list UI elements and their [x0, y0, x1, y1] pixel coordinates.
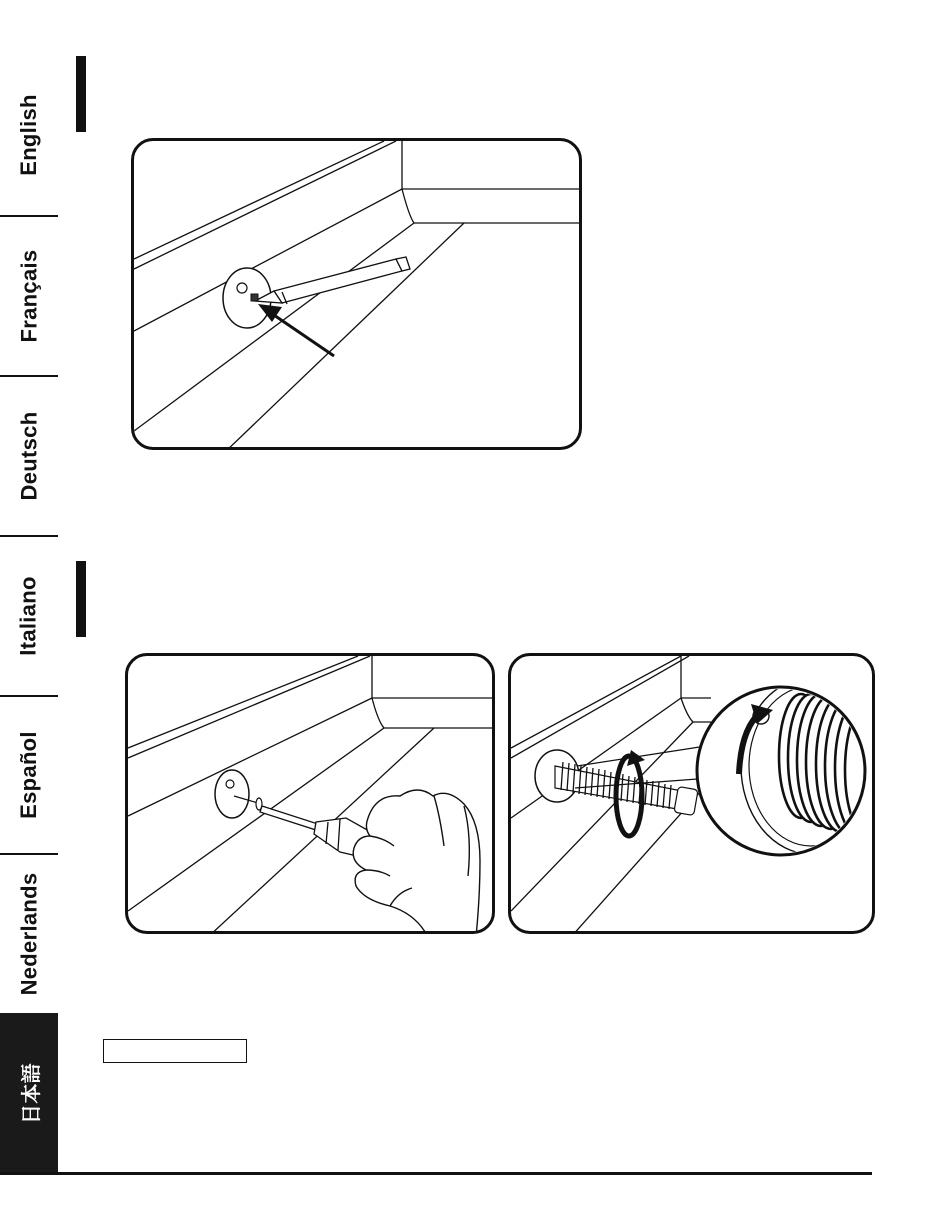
illustration-screw-stopper: [508, 653, 875, 934]
base-plate-icon: [215, 770, 249, 818]
tab-label: Italiano: [16, 576, 42, 656]
tab-label: 日本語: [18, 1062, 43, 1124]
screw-plate-drawing: [128, 656, 495, 934]
step-marker-1: [76, 56, 86, 132]
tab-label: Español: [16, 731, 41, 819]
tab-deutsch[interactable]: [0, 377, 58, 535]
tab-label: Nederlands: [16, 872, 42, 996]
tab-espanol[interactable]: [0, 697, 58, 853]
page-bottom-rule: [0, 1172, 872, 1175]
tab-francais[interactable]: [0, 217, 58, 375]
language-tabs: [0, 55, 58, 1173]
tab-nederlands[interactable]: [0, 855, 58, 1013]
tab-italiano[interactable]: [0, 537, 58, 695]
step-marker-2: [76, 561, 86, 637]
tab-label: English: [16, 94, 41, 176]
spring-icon: [555, 762, 698, 816]
hand-icon: [353, 790, 480, 934]
note-box: [103, 1039, 247, 1063]
mark-hole-drawing: [134, 141, 582, 450]
illustration-mark-hole: [131, 138, 582, 450]
tab-japanese[interactable]: [0, 1013, 58, 1173]
illustration-screw-plate: [125, 653, 495, 934]
tab-label: Français: [16, 249, 41, 343]
detail-magnified-icon: [697, 678, 875, 855]
screw-stopper-drawing: [511, 656, 875, 934]
tab-english[interactable]: [0, 55, 58, 215]
tab-label: Deutsch: [16, 411, 41, 501]
